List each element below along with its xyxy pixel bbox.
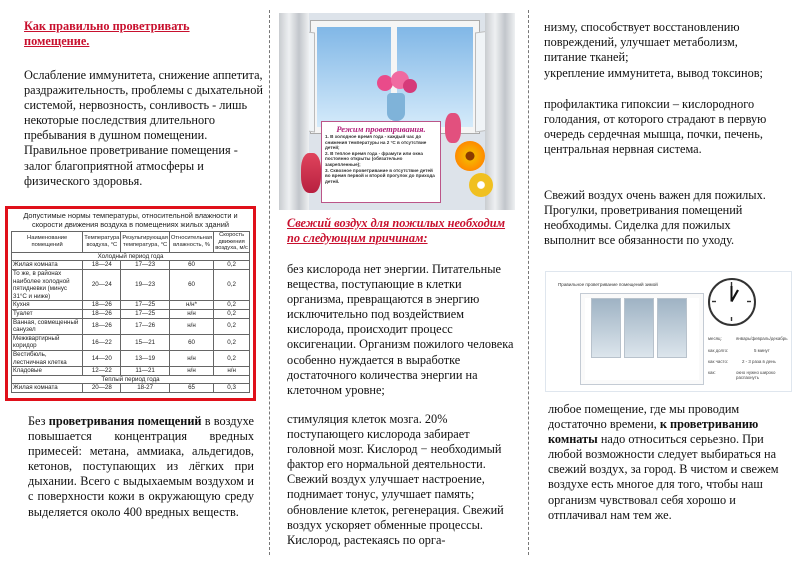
table-cell: 15—21 xyxy=(121,334,169,350)
table-cell: 0,2 xyxy=(214,334,250,350)
section-title-fresh-air: Свежий воздух для пожилых необходим по следующим причинам: xyxy=(287,216,506,245)
flower-icon xyxy=(301,153,321,193)
table-cell: 0,2 xyxy=(214,301,250,310)
diagram-title: Правильное проветривание помещений зимой xyxy=(558,282,658,287)
table-cell: 20—28 xyxy=(83,384,121,393)
column-1 xyxy=(0,0,268,566)
clock-face-icon xyxy=(710,280,753,323)
table-cell: 17—26 xyxy=(121,318,169,334)
flower-icon xyxy=(445,113,461,143)
table-row xyxy=(12,269,250,300)
table-cell: н/н xyxy=(169,309,213,318)
norms-table xyxy=(11,231,250,393)
table-header: Наименование помещений xyxy=(12,232,83,253)
table-cell: 60 xyxy=(169,334,213,350)
table-cell: 19—23 xyxy=(121,269,169,300)
column-divider xyxy=(269,10,270,555)
table-cell: 65 xyxy=(169,384,213,393)
ventilation-poster-image xyxy=(279,13,515,210)
frequency-label: как часто: xyxy=(708,359,729,364)
table-row xyxy=(12,318,250,334)
table-cell: 18—26 xyxy=(83,309,121,318)
section-title-ventilation: Как правильно проветривать помещение. xyxy=(24,19,190,48)
table-cell: н/н* xyxy=(169,301,213,310)
table-row xyxy=(12,301,250,310)
intro-paragraph: Ослабление иммунитета, снижение аппетита, раздражительность, проблемы с дыхательной системой, нервозность, сонливость - лишь некоторые последствия длительного пребывания в душном помещении. Правильное проветривание помещения - залог благоприятной атмосферы и физического здоровья. xyxy=(24,68,263,188)
table-cell: 20—24 xyxy=(83,269,121,300)
table-cell: 18—24 xyxy=(83,261,121,270)
flower-icon xyxy=(403,79,417,93)
table-cell: Жилая комната xyxy=(12,261,83,270)
table-row xyxy=(12,367,250,376)
elderly-paragraph: Свежий воздух очень важен для пожилых. Прогулки, проветривания помещений необходимы. Сиделка для пожилых выполнит все обязанности по уходу. xyxy=(544,188,766,248)
poster-item: 1. В холодное время года - каждый час до снижения температуры на 2 °С в отсутствие детей; xyxy=(325,134,427,151)
window-pane xyxy=(591,298,621,358)
norms-table-frame xyxy=(5,206,256,401)
table-cell: 13—19 xyxy=(121,350,169,366)
table-cell: н/н xyxy=(169,318,213,334)
table-cell: 0,2 xyxy=(214,309,250,318)
months-value: январь/февраль/декабрь xyxy=(736,336,788,341)
table-cell: 0,2 xyxy=(214,261,250,270)
frequency-value: 2 - 3 раза в день xyxy=(742,359,776,364)
table-cell: 18-27 xyxy=(121,384,169,393)
table-row xyxy=(12,384,250,393)
airing-paragraph: любое помещение, где мы проводим достаточно времени, к проветриванию комнаты надо относиться серьезно. При любой возможности следует выбираться на свежий воздух, за город. В чистом и свежем воздухе есть многое для того, чтобы наш организм чувствовал себя хорошо и отплачивал нам тем же. xyxy=(548,402,779,522)
flower-icon xyxy=(469,173,493,197)
poster-item: 3. Сквозное проветривание в отсутствие детей во время первой и второй прогулок до прихода детей. xyxy=(325,167,435,184)
table-cell: То же, в районах наиболее холодной пятидневки (минус 31°С и ниже) xyxy=(12,269,83,300)
table-header: Температура воздуха, °С xyxy=(83,232,121,253)
hypoxia-paragraph: профилактика гипоксии – кислородного голодания, от которого страдают в первую очередь сердечная мышца, почки, печень, центральная нервная система. xyxy=(544,97,767,157)
table-cell: Кладовые xyxy=(12,367,83,376)
table-cell: 60 xyxy=(169,261,213,270)
table-cell: Межквартирный коридор xyxy=(12,334,83,350)
pollutants-paragraph: Без проветривания помещений в воздухе повышается концентрация вредных примесей: метана, аммиака, альдегидов, кетонов, поступающих из лёгких при дыхании. Всего с выдыхаемым воздухом и с поверхности кожи в окружающую среду выделяется около 400 вредных веществ. xyxy=(28,414,254,519)
poster-item: 2. В теплое время года - фрамуги или окна постоянно открыты (обязательно закрепленные); xyxy=(325,150,423,167)
energy-paragraph: без кислорода нет энергии. Питательные вещества, поступающие в клетки организма, превращаются в энергию исключительно под воздействием кислорода, происходит процесс оксигенации. Организм пожилого человека особенно нуждается в выработке достаточного количества энергии на клеточном уровне; xyxy=(287,262,514,397)
window-pane xyxy=(657,298,687,358)
table-cell: 17—25 xyxy=(121,301,169,310)
table-cell: 60 xyxy=(169,269,213,300)
table-cell: 17—23 xyxy=(121,261,169,270)
table-cell: н/н xyxy=(169,367,213,376)
warm-period-label: Теплый период года xyxy=(12,375,250,384)
table-header: Скорость движения воздуха, м/с xyxy=(215,232,248,252)
window-pane xyxy=(624,298,654,358)
table-cell: 18—26 xyxy=(83,301,121,310)
table-row xyxy=(12,350,250,366)
ventilation-mode-card xyxy=(321,121,441,203)
duration-label: как долго: xyxy=(708,348,729,353)
table-cell: 17—25 xyxy=(121,309,169,318)
table-cell: 12—22 xyxy=(83,367,121,376)
table-header: Результирующая температура, °С xyxy=(121,232,169,253)
table-cell: 0,2 xyxy=(214,318,250,334)
poster-title: Режим проветривания. xyxy=(336,124,426,134)
column-divider xyxy=(528,10,529,555)
cold-period-label: Холодный период года xyxy=(12,252,250,261)
clock-icon xyxy=(708,278,756,326)
table-cell: Ванная, совмещенный санузел xyxy=(12,318,83,334)
metabolism-paragraph: низму, способствует восстановлению повреждений, улучшает метаболизм, питание тканей; xyxy=(544,20,740,65)
table-cell: Туалет xyxy=(12,309,83,318)
winter-ventilation-diagram xyxy=(545,271,792,392)
norms-table-title: Допустимые нормы температуры, относительной влажности и скорости движения воздуха в помещениях жилых зданий xyxy=(23,211,238,229)
method-label: как: xyxy=(708,370,716,375)
flower-icon xyxy=(455,141,485,171)
table-cell: 0,3 xyxy=(214,384,250,393)
table-cell: 0,2 xyxy=(214,269,250,300)
table-cell: Кухня xyxy=(12,301,83,310)
table-cell: 16—22 xyxy=(83,334,121,350)
brain-paragraph: стимуляция клеток мозга. 20% поступающего кислорода забирает головной мозг. Кислород − необходимый фактор его нормальной деятельности. Свежий воздух улучшает настроение, поднимает тонус, улучшает память; обновление клеток, регенерация. Свежий воздух ускоряет обменные процессы. Кислород, растекаясь по орга- xyxy=(287,412,504,547)
table-row xyxy=(12,261,250,270)
immunity-paragraph: укрепление иммунитета, вывод токсинов; xyxy=(544,66,763,80)
table-cell: 11—21 xyxy=(121,367,169,376)
table-cell: н/н xyxy=(214,367,250,376)
duration-value: 5 минут xyxy=(754,348,770,353)
table-header: Относительная влажность, % xyxy=(169,232,213,253)
vase-icon xyxy=(387,93,405,121)
table-cell: Вестибюль, лестничная клетка xyxy=(12,350,83,366)
table-cell: Жилая комната xyxy=(12,384,83,393)
table-cell: 0,2 xyxy=(214,350,250,366)
method-value: окно нужно широко распахнуть xyxy=(736,370,776,380)
table-row xyxy=(12,334,250,350)
table-row xyxy=(12,309,250,318)
table-cell: 14—20 xyxy=(83,350,121,366)
table-cell: 18—26 xyxy=(83,318,121,334)
months-label: месяц: xyxy=(708,336,722,341)
table-cell: н/н xyxy=(169,350,213,366)
